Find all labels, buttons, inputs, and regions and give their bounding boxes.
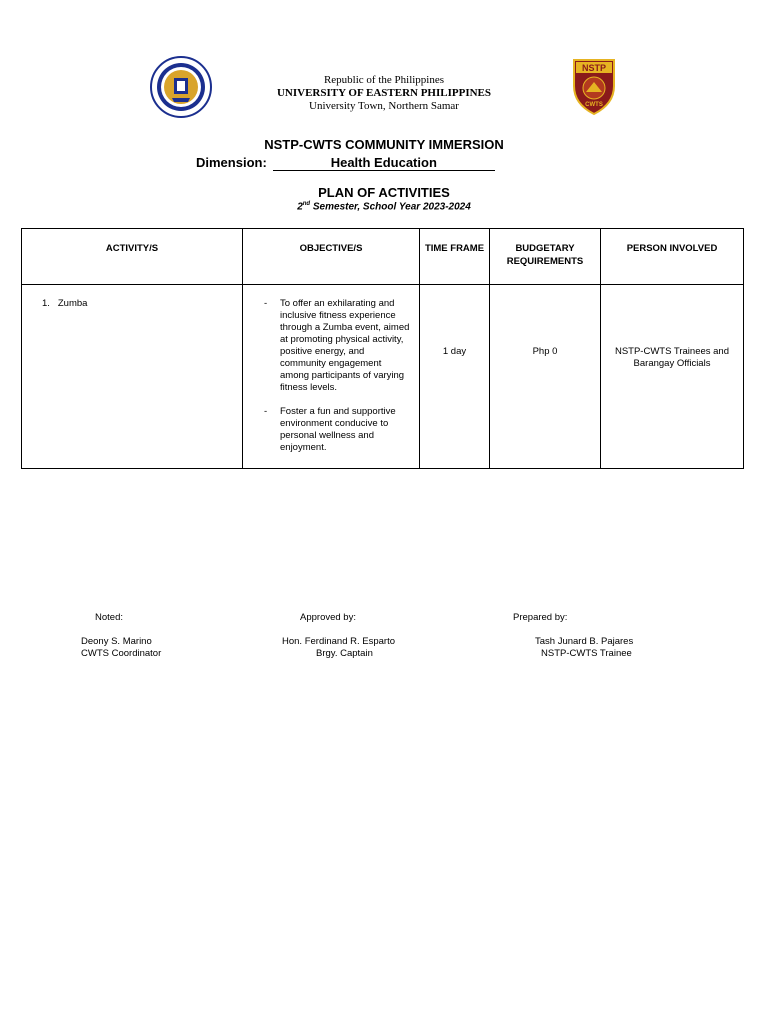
plan-title: PLAN OF ACTIVITIES <box>318 185 450 200</box>
dash-bullet: - <box>264 298 268 309</box>
header-time-frame: TIME FRAME <box>420 229 490 285</box>
university-name: UNIVERSITY OF EASTERN PHILIPPINES <box>276 87 492 99</box>
university-header <box>230 74 538 113</box>
time-frame-cell: 1 day <box>420 285 490 469</box>
semester-text: Semester, School Year 2023-2024 <box>310 201 471 213</box>
objective-text: Foster a fun and supportive environment conducive to personal wellness and enjoyment. <box>280 406 396 453</box>
dash-bullet: - <box>264 406 268 417</box>
dimension-label: Dimension: <box>196 155 267 170</box>
approved-role: Brgy. Captain <box>316 648 373 659</box>
header-budget: BUDGETARY REQUIREMENTS <box>490 229 601 285</box>
semester-ordinal-suffix: nd <box>302 201 311 207</box>
approved-label: Approved by: <box>300 612 356 623</box>
nstp-cwts-shield-icon <box>570 56 618 116</box>
document-title: NSTP-CWTS COMMUNITY IMMERSION <box>264 137 504 152</box>
prepared-label: Prepared by: <box>513 612 568 623</box>
university-location: University Town, Northern Samar <box>309 100 459 112</box>
objective-item <box>264 406 412 454</box>
table-header-row <box>22 229 744 285</box>
noted-label: Noted: <box>95 612 123 623</box>
university-seal-icon <box>150 56 212 118</box>
objective-text: To offer an exhilarating and inclusive fitness experience through a Zumba event, aimed at promoting physical activity, positive energy, and community engagement among participants of varying fitness levels. <box>280 298 410 393</box>
activity-cell <box>22 285 243 469</box>
objective-cell <box>243 285 420 469</box>
table-row <box>22 285 744 469</box>
header-objective: OBJECTIVE/S <box>243 229 420 285</box>
objective-item <box>264 298 412 394</box>
budget-cell: Php 0 <box>490 285 601 469</box>
semester-ordinal: 2 <box>297 201 303 213</box>
noted-name: Deony S. Marino <box>81 636 152 647</box>
noted-role: CWTS Coordinator <box>81 648 162 659</box>
semester-line <box>0 201 768 212</box>
shield-text-top: NSTP <box>581 63 607 73</box>
plan-table <box>21 228 744 469</box>
activity-name: Zumba <box>57 298 88 309</box>
prepared-role: NSTP-CWTS Trainee <box>541 648 632 659</box>
header-person: PERSON INVOLVED <box>601 229 744 285</box>
person-cell: NSTP-CWTS Trainees and Barangay Officials <box>601 285 744 469</box>
approved-name: Hon. Ferdinand R. Esparto <box>282 636 396 647</box>
republic-line: Republic of the Philippines <box>323 74 445 86</box>
objective-list <box>244 286 418 454</box>
prepared-name: Tash Junard B. Pajares <box>535 636 634 647</box>
shield-text-bottom: CWTS <box>585 102 603 108</box>
activity-number: 1. <box>42 298 50 309</box>
dimension-value: Health Education <box>273 155 495 171</box>
header-activity: ACTIVITY/S <box>22 229 243 285</box>
dimension-line <box>196 155 495 171</box>
